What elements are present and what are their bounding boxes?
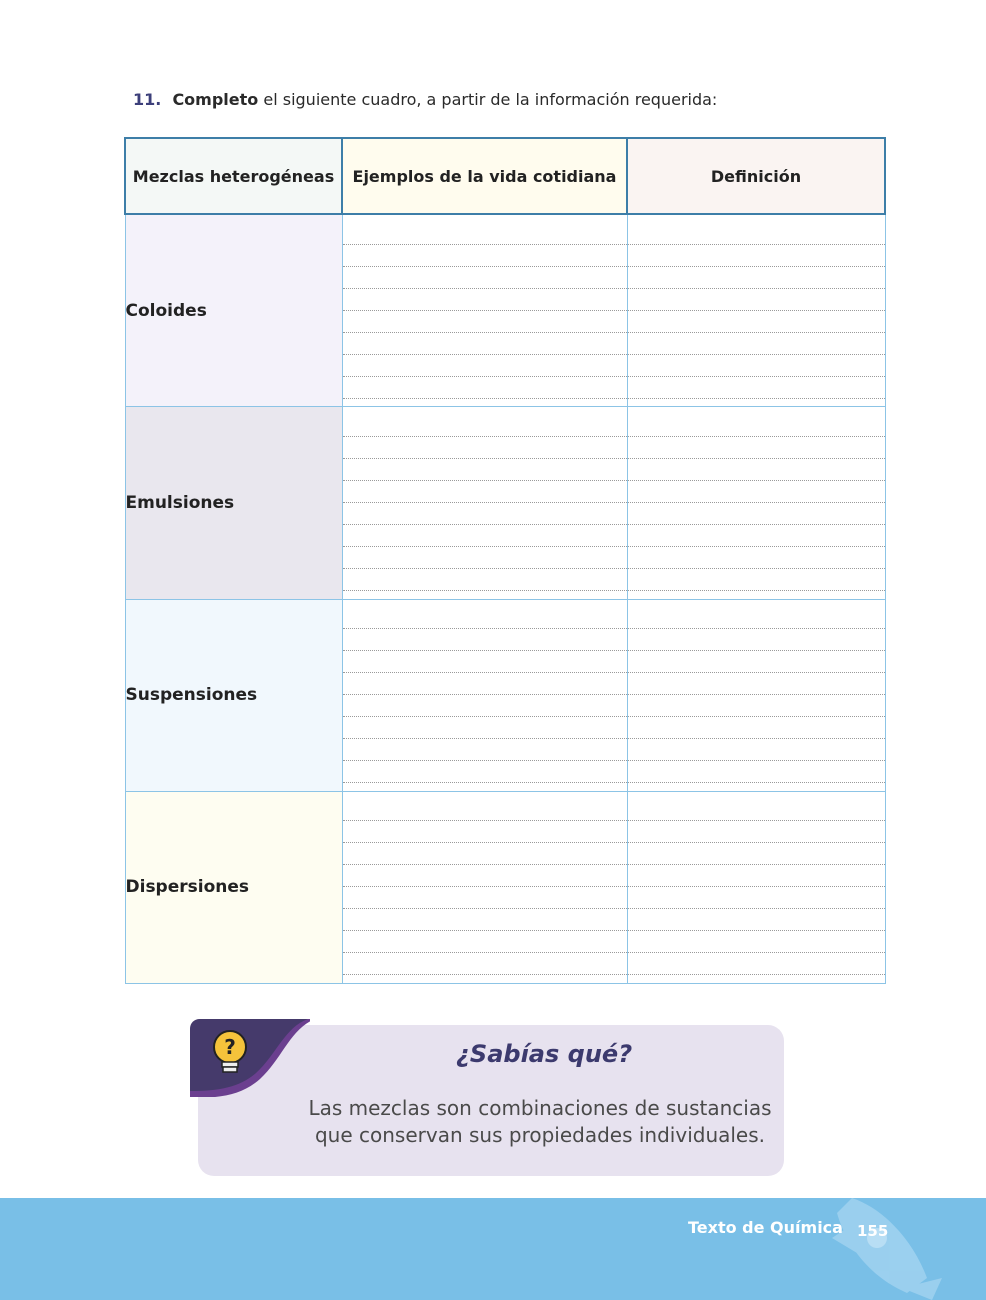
page-number: 155 xyxy=(857,1222,889,1240)
question-rest: el siguiente cuadro, a partir de la información requerida: xyxy=(258,90,718,109)
ejemplos-answer-area[interactable] xyxy=(342,599,627,791)
definicion-answer-area[interactable] xyxy=(627,214,885,407)
header-definicion: Definición xyxy=(627,138,885,214)
worksheet-table xyxy=(124,137,886,984)
table-row xyxy=(125,599,885,791)
definicion-answer-area[interactable] xyxy=(627,599,885,791)
question-text xyxy=(133,90,717,109)
callout-title: ¿Sabías qué? xyxy=(456,1040,633,1068)
table-row xyxy=(125,214,885,407)
callout-tab xyxy=(190,1019,310,1097)
row-label-coloides: Coloides xyxy=(125,214,342,407)
callout-body-line1: Las mezclas son combinaciones de sustancias xyxy=(308,1096,772,1120)
header-ejemplos: Ejemplos de la vida cotidiana xyxy=(342,138,627,214)
callout-body xyxy=(300,1095,780,1149)
footer-book-title: Texto de Química xyxy=(688,1218,843,1237)
row-label-emulsiones: Emulsiones xyxy=(125,407,342,599)
question-bold-word: Completo xyxy=(172,90,259,109)
header-mezclas: Mezclas heterogéneas xyxy=(125,138,342,214)
svg-text:?: ? xyxy=(224,1035,236,1059)
ejemplos-answer-area[interactable] xyxy=(342,791,627,983)
row-label-suspensiones: Suspensiones xyxy=(125,599,342,791)
question-number: 11. xyxy=(133,90,162,109)
rocket-watermark-icon xyxy=(832,1198,942,1300)
definicion-answer-area[interactable] xyxy=(627,407,885,599)
definicion-answer-area[interactable] xyxy=(627,791,885,983)
row-label-dispersiones: Dispersiones xyxy=(125,791,342,983)
callout-body-line2: que conservan sus propiedades individuales. xyxy=(314,1123,766,1147)
page-footer xyxy=(0,1198,986,1300)
table-row xyxy=(125,407,885,599)
table-row xyxy=(125,791,885,983)
ejemplos-answer-area[interactable] xyxy=(342,407,627,599)
ejemplos-answer-area[interactable] xyxy=(342,214,627,407)
